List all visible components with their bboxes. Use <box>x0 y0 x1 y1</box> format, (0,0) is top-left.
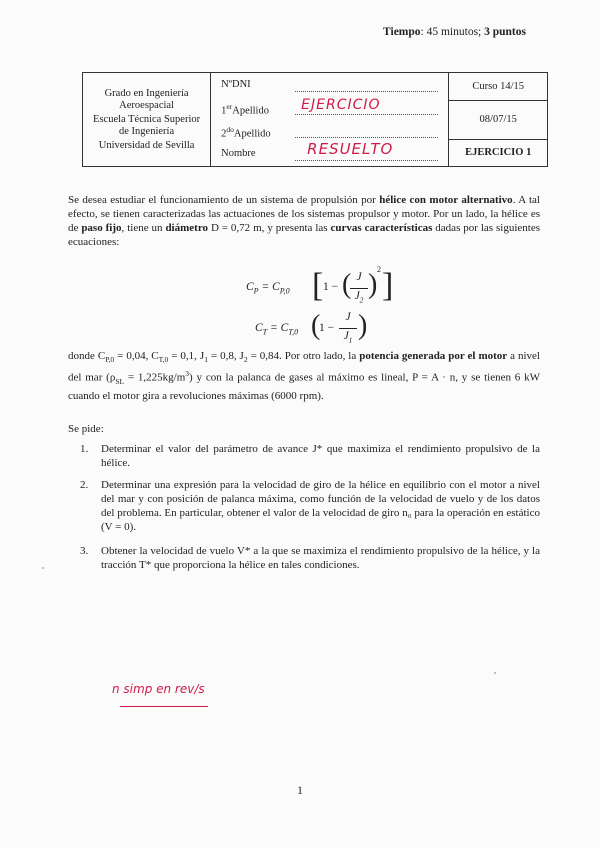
question-3-text: Obtener la velocidad de vuelo V* a la que se maximiza el rendimiento propulsivo de la hélice, y la tracción T* que proporciona la hélice en tales condiciones. <box>101 545 540 571</box>
dni-label: NºDNI <box>221 78 251 90</box>
question-2-number: 2. <box>80 479 89 491</box>
question-2 <box>80 478 540 534</box>
questions-intro: Se pide: <box>68 423 104 435</box>
degree-line2: Aeroespacial <box>119 99 174 111</box>
scan-speck <box>494 672 496 674</box>
student-fields-cell <box>211 73 449 167</box>
nombre-label: Nombre <box>221 147 256 159</box>
dni-field[interactable] <box>295 91 438 92</box>
question-3 <box>80 544 540 572</box>
data-paragraph: donde $C_{P,0} = 0,04$, $C_{T,0} = 0,1$, $J_1 = 0,8$, $J_2 = 0,84$. Por otro lado, la potencia generada por el motor a nivel del mar $(\rho_{SL} = 1,225kg/m^3)$ y con la palanca de gases al máximo es lineal, P = A · n, y se tienen 6 kW cuando el motor gira a revoluciones máximas (6000 rpm). <box>68 350 540 403</box>
question-1 <box>80 442 540 470</box>
handwritten-underline <box>120 706 208 707</box>
apellido1-field[interactable] <box>295 114 438 115</box>
exam-date: 08/07/15 <box>449 101 547 140</box>
apellido1-row <box>211 97 448 120</box>
question-2-text: Determinar una expresión para la velocidad de giro de la hélice en equilibrio con el motor a nivel del mar y con posición de palanca máxima, como función de la velocidad de vuelo y de los datos del problema. En particular, obtener el valor de la velocidad de giro n₀ para la operación en estático (V = 0). <box>101 479 540 533</box>
school-line1: Escuela Técnica Superior <box>93 113 201 125</box>
time-label: Tiempo <box>383 26 421 38</box>
handwritten-note: n simp en rev/s <box>112 682 205 696</box>
time-info <box>383 26 526 38</box>
handwritten-apellido1: EJERCICIO <box>301 96 381 113</box>
ct-equation: $C_T = C_{T,0}$ ( 1 − J $J_1$ ) <box>255 310 368 345</box>
dni-row <box>211 74 448 97</box>
cp-equation: $C_P = C_{P,0}$ [ 1 − ( J $J_2$ ) 2 ] <box>246 265 394 305</box>
intro-paragraph: Se desea estudiar el funcionamiento de un sistema de propulsión por hélice con motor alternativo. A tal efecto, se tienen caracterizadas las actuaciones de los sistemas propulsor y motor. Por un lado, la hélice es de paso fijo, tiene un diámetro D = 0,72 m, y presenta las curvas características dadas por las siguientes ecuaciones: <box>68 194 540 248</box>
apellido2-field[interactable] <box>295 137 438 138</box>
course-cell <box>449 73 548 167</box>
course-year: Curso 14/15 <box>449 73 547 101</box>
question-1-number: 1. <box>80 443 89 455</box>
question-1-text: Determinar el valor del parámetro de avance J* que maximiza el rendimiento propulsivo de la hélice. <box>101 443 540 469</box>
nombre-field[interactable] <box>295 160 438 161</box>
university-line: Universidad de Sevilla <box>98 139 195 151</box>
exam-header-table <box>82 72 548 167</box>
school-line2: de Ingeniería <box>119 125 175 137</box>
apellido1-label: 1erApellido <box>221 101 269 116</box>
points-label: 3 puntos <box>484 26 526 38</box>
apellido2-label: $2^{do}Apellido$ <box>221 124 271 139</box>
scan-speck <box>42 567 44 569</box>
exercise-title: EJERCICIO 1 <box>465 147 532 158</box>
handwritten-nombre: RESUELTO <box>307 139 394 158</box>
nombre-row <box>211 139 448 166</box>
time-value: : 45 minutos; <box>420 26 485 38</box>
institution-cell <box>83 73 211 167</box>
degree-line1: Grado en Ingeniería <box>104 87 189 99</box>
question-3-number: 3. <box>80 545 89 557</box>
page-number: 1 <box>297 783 303 797</box>
